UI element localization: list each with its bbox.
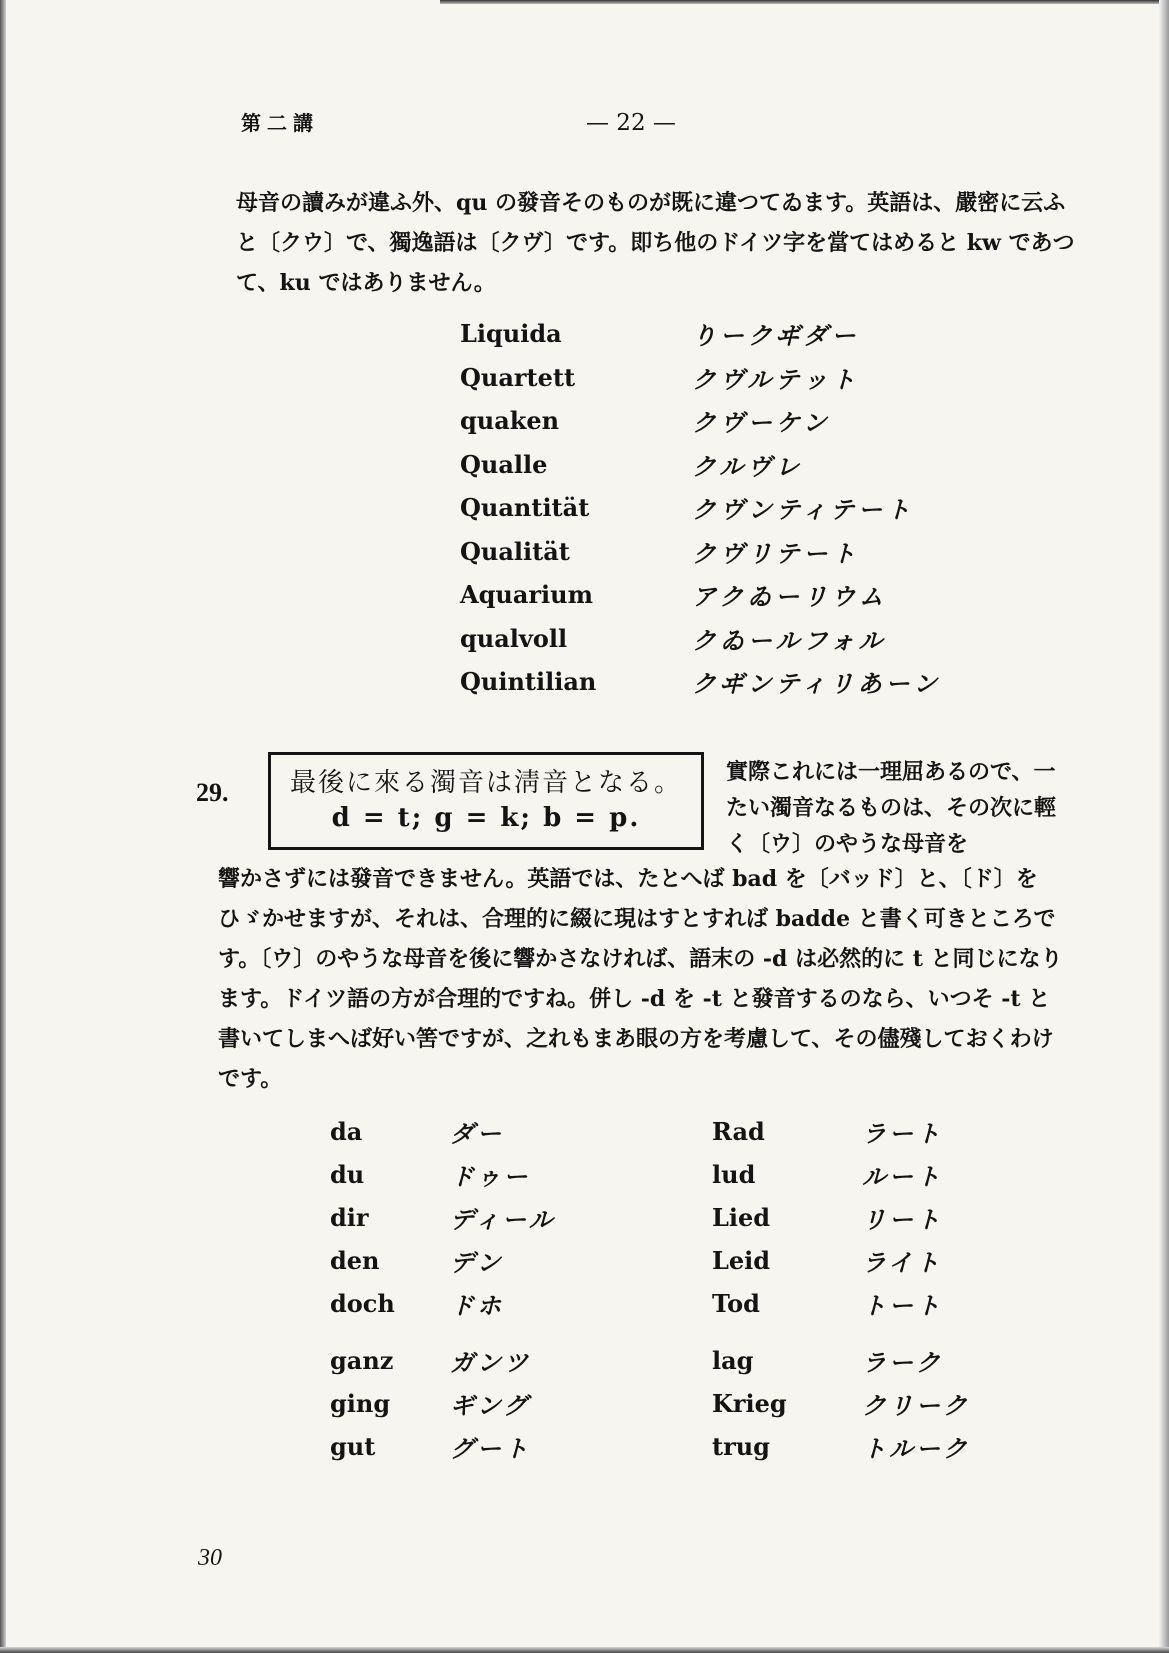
german-word: qualvoll: [460, 623, 568, 653]
pair-row: [330, 1196, 970, 1239]
final-kana: ライト: [862, 1248, 943, 1277]
voiced-kana: ギング: [450, 1391, 531, 1420]
kana-reading: りークヸダー: [692, 321, 860, 351]
voiced-kana: デン: [450, 1248, 504, 1277]
scan-edge-top: [440, 0, 1169, 4]
pair-row: [330, 1239, 970, 1282]
voiced-word: doch: [330, 1289, 395, 1318]
final-kana: ルート: [862, 1162, 943, 1191]
voiced-kana: ドホ: [450, 1291, 504, 1320]
running-page-number: — 22 —: [586, 110, 676, 136]
voiced-word: ging: [330, 1389, 391, 1418]
word-row: [460, 312, 960, 356]
german-word: Qualität: [460, 536, 570, 566]
kana-reading: クヴリテート: [692, 538, 860, 568]
german-word: Quantität: [460, 493, 590, 523]
voiced-word: ganz: [330, 1346, 394, 1375]
voiced-kana: ダー: [450, 1119, 504, 1148]
final-word: Leid: [712, 1246, 771, 1275]
word-row: [460, 356, 960, 400]
rule-body-paragraph: 響かさずには發音できません。英語では、たとへば bad を〔バッド〕と、〔ド〕をひゞかせますが、それは、合理的に綴に現はすとすれば badde と書く可きところです。〔ウ〕のやうな母音を後に響かさなければ、語末の -d は必然的に t と同じになります。ドイツ語の方が合理的ですね。併し -d を -t と發音するのなら、いつそ -t と書いてしまへば好い筈ですが、之れもまあ眼の方を考慮して、その儘殘しておくわけです。: [218, 866, 1063, 1092]
final-word: Krieg: [712, 1389, 787, 1418]
word-row: [460, 530, 960, 574]
word-row: [460, 399, 960, 443]
kana-reading: クゐールフォル: [692, 625, 887, 655]
final-kana: ラート: [862, 1119, 943, 1148]
voiced-word: den: [330, 1246, 380, 1275]
intro-paragraph: 母音の讀みが違ふ外、qu の發音そのものが既に違つてゐます。英語は、嚴密に云ふと〔クウ〕で、獨逸語は〔クヴ〕です。即ち他のドイツ字を當てはめると kw であつて、ku ではありません。: [236, 190, 1075, 296]
rule-box: [268, 752, 704, 850]
german-word: Liquida: [460, 319, 562, 349]
kana-reading: クヴーケン: [692, 408, 831, 438]
voiced-word: da: [330, 1117, 363, 1146]
word-pair-table: [330, 1110, 970, 1468]
final-word: Rad: [712, 1117, 765, 1146]
german-word: Qualle: [460, 449, 548, 479]
voiced-kana: ドゥー: [450, 1162, 531, 1191]
scan-edge-bottom: [0, 1647, 1169, 1653]
german-word: Aquarium: [460, 580, 594, 610]
final-word: lag: [712, 1346, 754, 1375]
rule-formula: d = t; g = k; b = p.: [331, 803, 641, 833]
scan-edge-right: [1159, 0, 1169, 1653]
voiced-kana: ガンツ: [450, 1348, 531, 1377]
final-kana: リート: [862, 1205, 943, 1234]
kana-reading: クルヴレ: [692, 451, 804, 481]
final-kana: トート: [862, 1291, 943, 1320]
rule-title: 最後に來る濁音は淸音となる。: [289, 768, 682, 798]
kana-reading: クヴルテット: [692, 364, 860, 394]
final-word: Lied: [712, 1203, 771, 1232]
word-row: [460, 617, 960, 661]
german-word: Quartett: [460, 362, 576, 392]
voiced-kana: グート: [450, 1434, 531, 1463]
rule-side-text: 實際これには一理屈あるので、一たい濁音なるものは、その次に輕く〔ウ〕のやうな母音を: [726, 759, 1057, 857]
qu-word-list: [460, 312, 960, 704]
final-word: trug: [712, 1432, 770, 1461]
pair-row: [330, 1110, 970, 1153]
scan-edge-left: [0, 0, 6, 1653]
german-word: quaken: [460, 406, 560, 436]
pair-row: [330, 1153, 970, 1196]
kana-reading: クヸンティリあーン: [692, 669, 942, 699]
german-word: Quintilian: [460, 667, 597, 697]
chapter-heading: 第二講: [241, 111, 319, 135]
voiced-word: du: [330, 1160, 365, 1189]
word-row: [460, 573, 960, 617]
section-number: 29.: [196, 778, 229, 807]
voiced-word: dir: [330, 1203, 369, 1232]
voiced-word: gut: [330, 1432, 376, 1461]
final-word: lud: [712, 1160, 756, 1189]
footer-page-number: 30: [198, 1545, 222, 1571]
voiced-kana: ディール: [450, 1205, 556, 1234]
final-kana: トルーク: [862, 1434, 970, 1463]
pair-row: [330, 1382, 970, 1425]
word-row: [460, 660, 960, 704]
kana-reading: クヴンティテート: [692, 495, 915, 525]
pair-row: [330, 1339, 970, 1382]
final-kana: ラーク: [862, 1348, 943, 1377]
final-word: Tod: [712, 1289, 760, 1318]
word-row: [460, 443, 960, 487]
pair-row: [330, 1282, 970, 1325]
kana-reading: アクゐーリウム: [692, 582, 888, 612]
final-kana: クリーク: [862, 1391, 970, 1420]
pair-row: [330, 1425, 970, 1468]
word-row: [460, 486, 960, 530]
